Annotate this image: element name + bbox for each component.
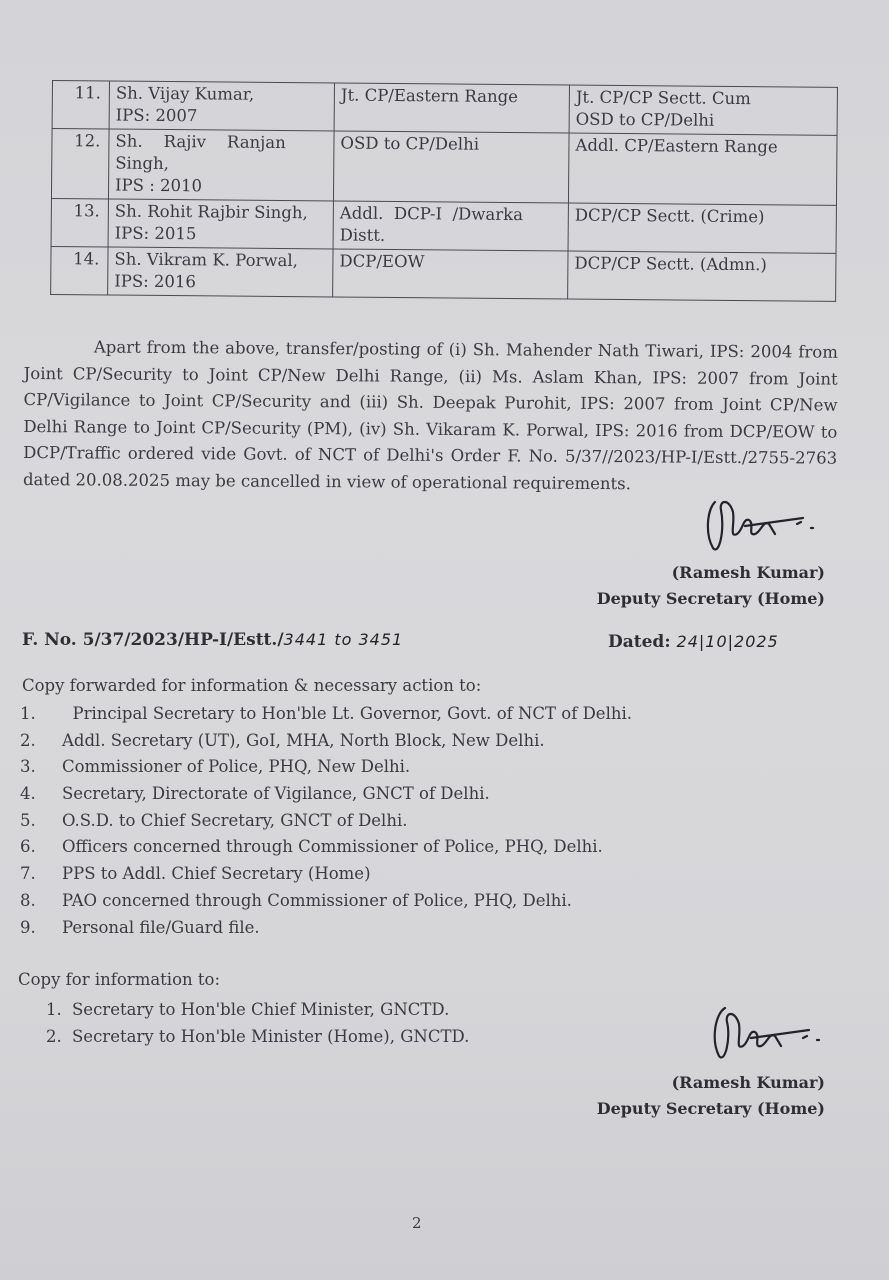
posting-to: DCP/CP Sectt. (Crime) [568, 203, 836, 253]
signature-block [597, 1000, 825, 1122]
list-item: 2. Addl. Secretary (UT), GoI, MHA, North Block, New Delhi. [20, 730, 545, 750]
list-item: 5. O.S.D. to Chief Secretary, GNCT of Delhi. [20, 810, 408, 830]
signature-image [685, 490, 825, 560]
dated-label: Dated: [608, 632, 671, 652]
posting-to: Jt. CP/CP Sectt. Cum OSD to CP/Delhi [569, 85, 837, 135]
table-row [51, 129, 837, 206]
row-sn: 13. [51, 198, 108, 246]
list-item: 6. Officers concerned through Commissioner of Police, PHQ, Delhi. [20, 837, 603, 857]
row-sn: 11. [52, 81, 109, 129]
posting-to: DCP/CP Sectt. (Admn.) [568, 251, 836, 301]
list-item: 1. Principal Secretary to Hon'ble Lt. Governor, Govt. of NCT of Delhi. [20, 704, 632, 723]
dated-handwritten: 24|10|2025 [676, 632, 779, 651]
list-item: 7. PPS to Addl. Chief Secretary (Home) [20, 864, 371, 884]
list-item: 8. PAO concerned through Commissioner of Police, PHQ, Delhi. [20, 890, 572, 910]
posting-from: DCP/EOW [333, 249, 568, 299]
officer-name: Sh. Rohit Rajbir Singh, IPS: 2015 [108, 199, 333, 249]
posting-from: Addl. DCP-I /Dwarka Distt. [333, 201, 568, 251]
row-sn: 14. [51, 246, 108, 294]
cancellation-paragraph: Apart from the above, transfer/posting of (i) Sh. Mahender Nath Tiwari, IPS: 2004 from Joint CP/Security to Joint CP/New Delhi Range, (ii) Ms. Aslam Khan, IPS: 2007 from Joint CP/Vigilance to Joint CP/Security and (iii) Sh. Deepak Purohit, IPS: 2007 from Joint CP/New Delhi Range to Joint CP/Security (PM), (iv) Sh. Vikaram K. Porwal, IPS: 2016 from DCP/EOW to DCP/Traffic ordered vide Govt. of NCT of Delhi's Order F. No. 5/37//2023/HP-I/Estt./2755-2763 dated 20.08.2025 may be cancelled in view of operational requirements. [22, 337, 838, 493]
officer-name: Sh. Rajiv Ranjan Singh, IPS : 2010 [108, 129, 334, 201]
dated-line [608, 632, 779, 652]
table-row [51, 246, 836, 301]
copy-info-list [46, 996, 469, 1050]
file-number-handwritten: 3441 to 3451 [283, 630, 404, 649]
posting-table-wrap [52, 80, 838, 295]
table-row [52, 81, 837, 136]
signatory-name: (Ramesh Kumar) [671, 1073, 825, 1092]
copy-info-heading: Copy for information to: [18, 970, 221, 989]
posting-table [50, 80, 838, 302]
posting-from: OSD to CP/Delhi [333, 131, 569, 203]
list-item: 1. Secretary to Hon'ble Chief Minister, GNCTD. [46, 1000, 450, 1019]
posting-to: Addl. CP/Eastern Range [568, 133, 837, 205]
file-number [22, 630, 403, 650]
file-number-printed: F. No. 5/37/2023/HP-I/Estt./ [22, 630, 284, 650]
page-number: 2 [412, 1214, 422, 1232]
copy-forwarded-heading: Copy forwarded for information & necessary action to: [22, 676, 482, 695]
list-item: 4. Secretary, Directorate of Vigilance, GNCT of Delhi. [20, 784, 490, 804]
copy-forwarded-list [20, 701, 632, 941]
list-item: 3. Commissioner of Police, PHQ, New Delhi. [20, 757, 411, 777]
list-item: 9. Personal file/Guard file. [20, 917, 260, 937]
signatory-name: (Ramesh Kumar) [671, 563, 825, 582]
signatory-designation: Deputy Secretary (Home) [596, 589, 825, 608]
list-item: 2. Secretary to Hon'ble Minister (Home), GNCTD. [46, 1027, 470, 1046]
signatory-designation: Deputy Secretary (Home) [596, 1099, 825, 1118]
signature-block [597, 490, 825, 612]
row-sn: 12. [51, 129, 109, 199]
posting-from: Jt. CP/Eastern Range [334, 83, 569, 133]
table-row [51, 198, 836, 253]
officer-name: Sh. Vijay Kumar, IPS: 2007 [109, 81, 334, 131]
signature-image [685, 1000, 825, 1070]
officer-name: Sh. Vikram K. Porwal, IPS: 2016 [108, 247, 333, 297]
